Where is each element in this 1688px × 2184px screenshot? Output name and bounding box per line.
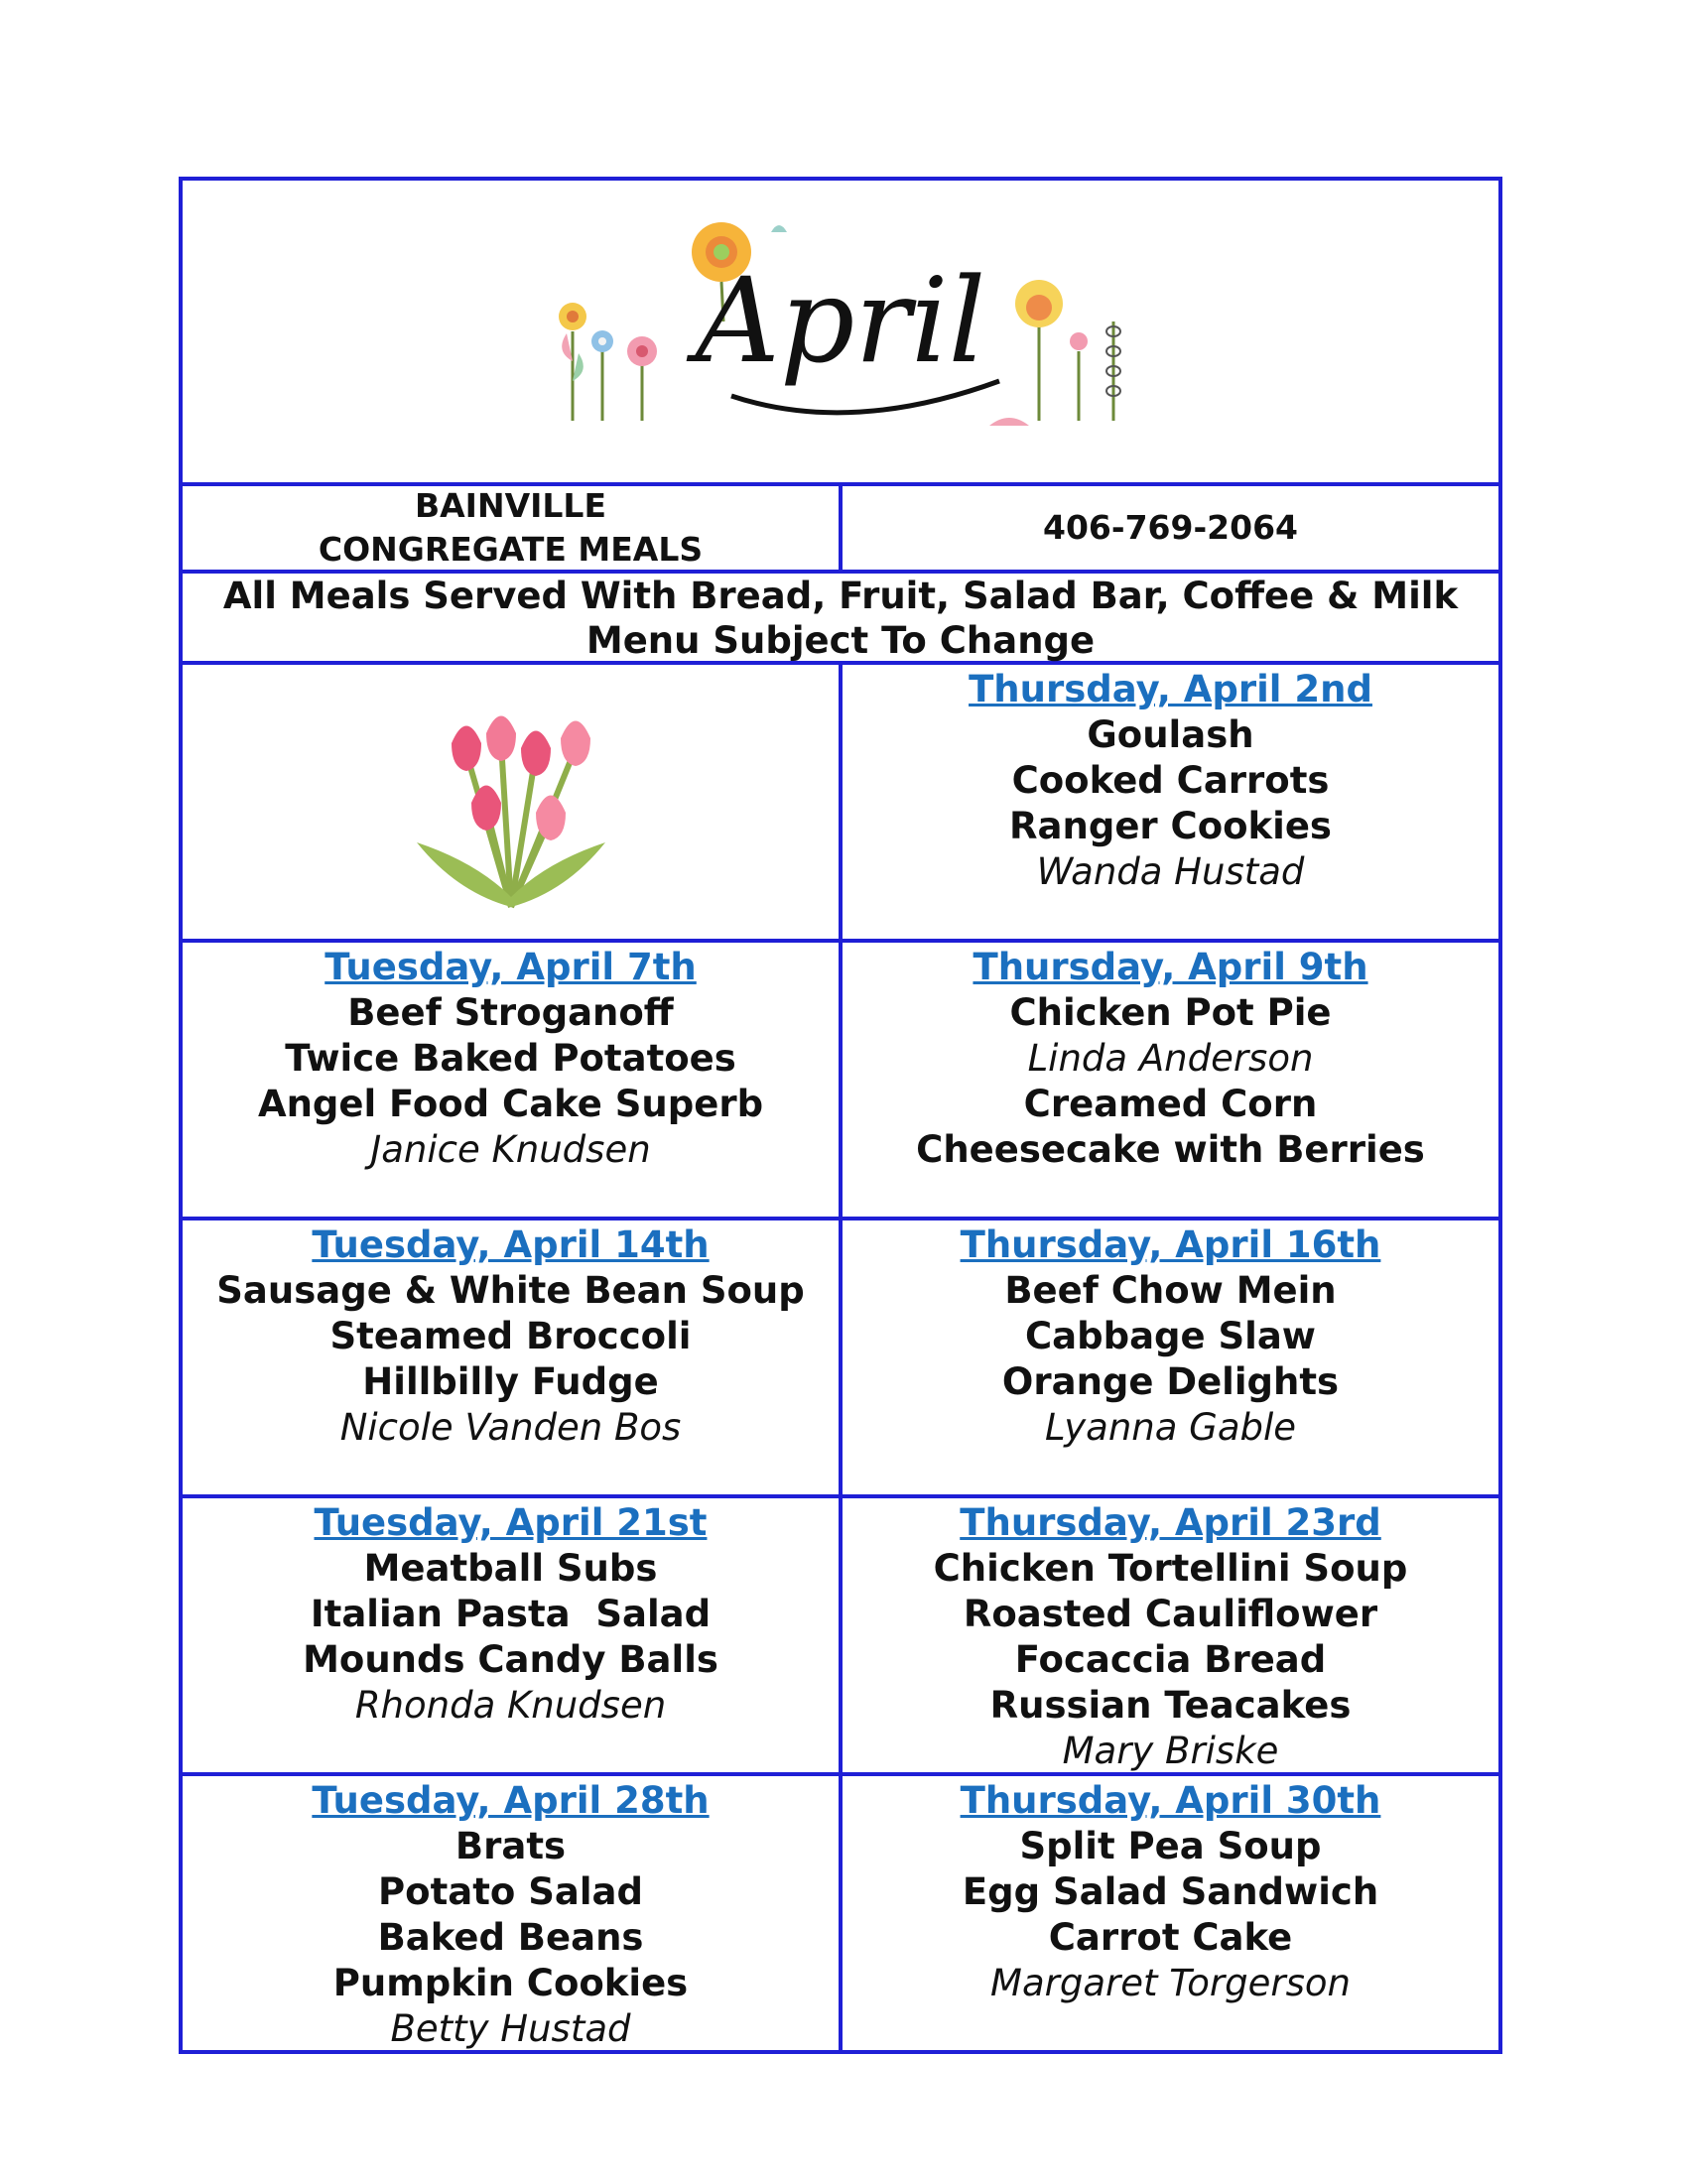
day-date: Thursday, April 9th — [973, 946, 1368, 988]
week-row-2 — [183, 939, 1498, 1217]
april-banner — [183, 181, 1498, 482]
menu-item: Chicken Tortellini Soup — [933, 1547, 1408, 1590]
cook-name: Wanda Hustad — [1036, 850, 1305, 893]
day-thursday-april-16 — [839, 1220, 1498, 1494]
menu-item: Steamed Broccoli — [329, 1315, 692, 1357]
menu-item: Orange Delights — [1001, 1360, 1340, 1403]
menu-item: Twice Baked Potatoes — [285, 1037, 736, 1080]
day-date: Thursday, April 16th — [960, 1223, 1381, 1266]
menu-item: Brats — [454, 1825, 567, 1867]
menu-item: Goulash — [1087, 713, 1254, 756]
cook-name: Margaret Torgerson — [990, 1962, 1351, 2004]
notice-line2: Menu Subject To Change — [585, 619, 1096, 662]
menu-item: Sausage & White Bean Soup — [216, 1269, 805, 1312]
cook-name: Janice Knudsen — [370, 1128, 651, 1171]
week-row-1 — [183, 661, 1498, 939]
header-row — [183, 482, 1498, 570]
phone-cell — [839, 486, 1498, 570]
menu-item: Chicken Pot Pie — [1009, 991, 1332, 1034]
day-tuesday-april-28 — [183, 1776, 839, 2050]
menu-item: Baked Beans — [377, 1916, 644, 1959]
day-date: Thursday, April 2nd — [969, 668, 1372, 710]
tulip-illustration-cell — [183, 665, 839, 939]
day-thursday-april-2 — [839, 665, 1498, 939]
cook-name: Linda Anderson — [1027, 1037, 1314, 1080]
org-name — [183, 486, 839, 570]
day-tuesday-april-14 — [183, 1220, 839, 1494]
menu-item: Hillbilly Fudge — [362, 1360, 659, 1403]
menu-item: Carrot Cake — [1048, 1916, 1293, 1959]
menu-item: Potato Salad — [378, 1870, 643, 1913]
menu-item: Creamed Corn — [1023, 1083, 1318, 1125]
menu-item: Egg Salad Sandwich — [962, 1870, 1379, 1913]
day-tuesday-april-21 — [183, 1498, 839, 1772]
menu-item: Russian Teacakes — [989, 1684, 1352, 1727]
day-date: Tuesday, April 21st — [314, 1501, 708, 1544]
notice-line1: All Meals Served With Bread, Fruit, Salad Bar, Coffee & Milk — [222, 575, 1459, 617]
menu-item: Beef Chow Mein — [1004, 1269, 1337, 1312]
notice-row — [183, 570, 1498, 661]
menu-item: Cheesecake with Berries — [916, 1128, 1425, 1171]
cook-name: Mary Briske — [1062, 1730, 1279, 1772]
day-date: Tuesday, April 28th — [312, 1779, 710, 1822]
day-thursday-april-9 — [839, 943, 1498, 1217]
week-row-4 — [183, 1494, 1498, 1772]
day-date: Thursday, April 23rd — [960, 1501, 1381, 1544]
day-date: Thursday, April 30th — [960, 1779, 1381, 1822]
april-floral-illustration — [533, 212, 1148, 450]
menu-item: Roasted Cauliflower — [963, 1593, 1378, 1635]
cook-name: Betty Hustad — [390, 2007, 631, 2050]
menu-item: Cooked Carrots — [1011, 759, 1330, 802]
tulip-bouquet-icon — [407, 694, 615, 912]
menu-item: Pumpkin Cookies — [332, 1962, 689, 2004]
menu-item: Beef Stroganoff — [347, 991, 674, 1034]
cook-name: Nicole Vanden Bos — [339, 1406, 682, 1449]
day-date: Tuesday, April 14th — [312, 1223, 710, 1266]
menu-item: Split Pea Soup — [1019, 1825, 1322, 1867]
menu-item: Angel Food Cake Superb — [257, 1083, 764, 1125]
menu-item: Italian Pasta Salad — [310, 1593, 712, 1635]
menu-item: Meatball Subs — [363, 1547, 658, 1590]
day-thursday-april-23 — [839, 1498, 1498, 1772]
cook-name: Lyanna Gable — [1044, 1406, 1297, 1449]
banner-month: April — [695, 252, 986, 389]
day-date: Tuesday, April 7th — [325, 946, 697, 988]
menu-item: Cabbage Slaw — [1024, 1315, 1316, 1357]
week-row-3 — [183, 1217, 1498, 1494]
menu-item: Mounds Candy Balls — [303, 1638, 718, 1681]
org-name-line2: CONGREGATE MEALS — [318, 530, 704, 569]
menu-item: Focaccia Bread — [1014, 1638, 1327, 1681]
week-row-5 — [183, 1772, 1498, 2050]
cook-name: Rhonda Knudsen — [354, 1684, 667, 1727]
day-tuesday-april-7 — [183, 943, 839, 1217]
meal-notice — [183, 574, 1498, 661]
banner-row — [183, 181, 1498, 482]
menu-table — [179, 177, 1502, 2054]
phone-number: 406-769-2064 — [1042, 508, 1298, 547]
day-thursday-april-30 — [839, 1776, 1498, 2050]
org-name-line1: BAINVILLE — [414, 486, 606, 525]
menu-item: Ranger Cookies — [1009, 805, 1332, 847]
